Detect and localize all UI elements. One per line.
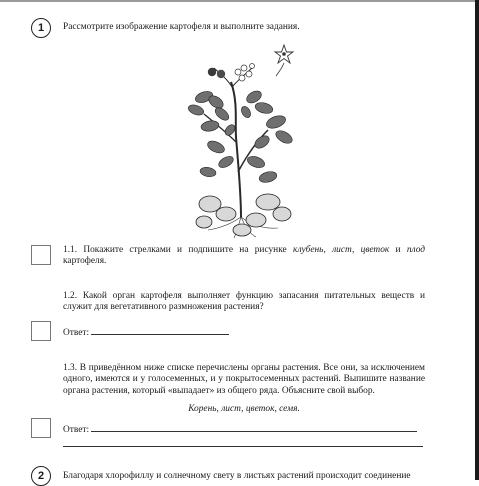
question-1-intro: Рассмотрите изображение картофеля и выполните задания. — [63, 22, 300, 32]
potato-plant-illustration — [186, 42, 306, 238]
task-1-2-question: 1.2. Какой орган картофеля выполняет функцию запасания питательных веществ и служит для вегетативного размножения растения? — [63, 291, 425, 313]
question-1-number-text: 1 — [37, 22, 45, 34]
term-fruit: плод — [406, 245, 426, 255]
task-1-3-question: 1.3. В приведённом ниже списке перечислены органы растения. Все они, за исключением одного, имеются и у голосеменных, и у покрытосеменных растений. Выпишите название органа растения, который «выпадает» из общего ряда. Объясните свой выбор. — [63, 363, 425, 396]
question-1-number — [31, 18, 51, 38]
task-1-1-text — [63, 245, 425, 268]
term-flower: цветок — [360, 245, 390, 255]
answer-line-1-2[interactable] — [91, 325, 229, 335]
main-stem — [231, 82, 241, 217]
berry-fruit — [208, 68, 216, 76]
task-1-1-ending: картофеля. — [63, 256, 107, 267]
answer-label: Ответ: — [63, 425, 90, 435]
question-2-number-text: 2 — [37, 470, 45, 482]
answer-box-1-1[interactable] — [31, 245, 51, 265]
answer-label: Ответ: — [63, 328, 90, 338]
leaves — [187, 89, 294, 184]
task-1-2-answer-row — [63, 325, 263, 339]
flower-cluster — [235, 64, 255, 82]
task-1-3-answer-row — [63, 422, 425, 436]
term-leaf: лист, — [332, 245, 355, 255]
berry-fruit — [217, 70, 225, 78]
answer-box-1-3[interactable] — [31, 418, 51, 438]
answer-line-1-3-extra[interactable] — [63, 446, 423, 447]
question-2-text: Благодаря хлорофиллу и солнечному свету в листьях растений происходит соединение — [63, 471, 411, 481]
answer-box-1-2[interactable] — [31, 321, 51, 341]
page-right-edge — [475, 0, 479, 480]
answer-line-1-3[interactable] — [91, 422, 417, 432]
question-2-number — [31, 466, 51, 486]
page-top-border — [0, 0, 479, 2]
task-1-1-prompt: 1.1. Покажите стрелками и подпишите на рисунке — [63, 245, 287, 255]
flower-icon — [275, 45, 293, 76]
term-tuber: клубень, — [292, 245, 326, 255]
organ-list: Корень, лист, цветок, семя. — [188, 404, 300, 414]
task-1-1-conjunction: и — [395, 245, 401, 255]
